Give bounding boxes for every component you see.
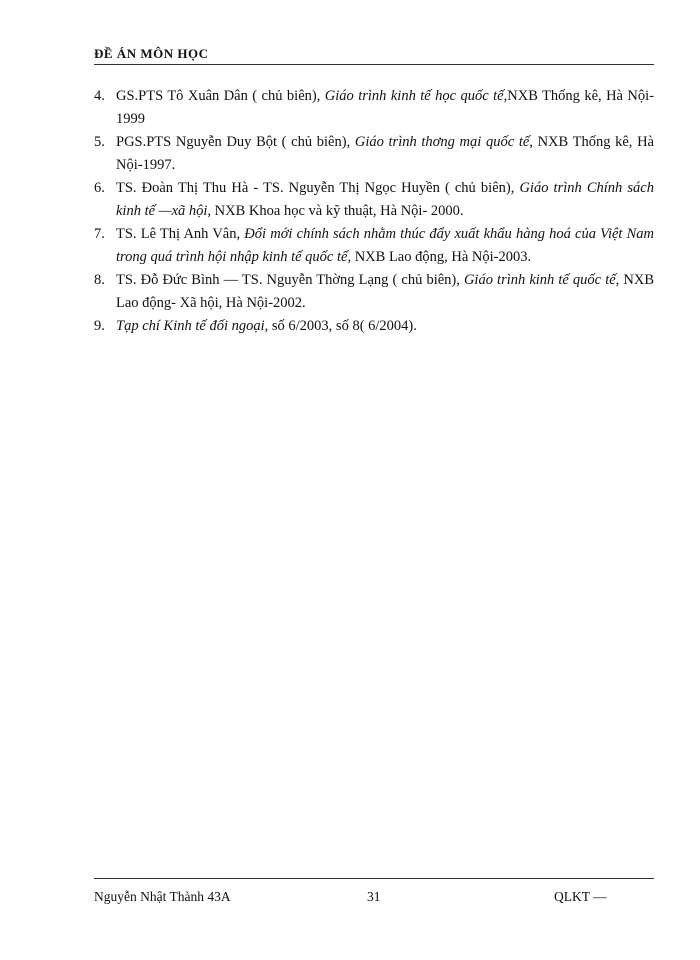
reference-number: 6. xyxy=(94,180,105,196)
reference-authors: TS. Lê Thị Anh Vân, xyxy=(116,226,245,242)
reference-publisher: NXB Thống kê, Hà Nội-1997. xyxy=(116,134,654,173)
reference-publisher: NXB Lao động, Hà Nội-2003. xyxy=(351,249,532,265)
reference-list xyxy=(94,85,654,338)
reference-publisher: số 6/2003, số 8( 6/2004). xyxy=(268,318,417,334)
reference-authors: PGS.PTS Nguyễn Duy Bột ( chủ biên), xyxy=(116,134,355,150)
reference-number: 7. xyxy=(94,226,105,242)
reference-item xyxy=(94,177,654,223)
reference-publisher: NXB Thống kê, Hà Nội-1999 xyxy=(116,88,654,127)
reference-title: Đổi mới chính sách nhằm thúc đẩy xuất khẩu hàng hoá của Việt Nam trong quá trình hội nhập kinh tế quốc tế, xyxy=(116,226,655,265)
reference-number: 9. xyxy=(94,318,105,334)
reference-item xyxy=(94,223,654,269)
reference-title: Tạp chí Kinh tế đối ngoại, xyxy=(116,318,269,334)
reference-publisher: NXB Khoa học và kỹ thuật, Hà Nội- 2000. xyxy=(211,203,464,219)
reference-publisher: NXB Lao động- Xã hội, Hà Nội-2002. xyxy=(116,272,654,311)
reference-authors: GS.PTS Tô Xuân Dân ( chủ biên), xyxy=(116,88,325,104)
reference-title: Giáo trình kinh tế quốc tế, xyxy=(463,272,620,288)
reference-number: 4. xyxy=(94,88,105,104)
reference-item xyxy=(94,269,654,315)
reference-item xyxy=(94,131,654,177)
reference-item xyxy=(94,315,654,338)
page-number: 31 xyxy=(367,889,381,904)
reference-title: Giáo trình thơng mại quốc tế, xyxy=(354,134,533,150)
reference-title: Giáo trình kinh tế học quốc tế, xyxy=(324,88,508,104)
reference-item xyxy=(94,85,654,131)
page-footer xyxy=(94,878,654,929)
page-header xyxy=(94,44,654,65)
header-title: ĐỀ ÁN MÔN HỌC xyxy=(94,46,209,61)
reference-number: 8. xyxy=(94,272,105,288)
reference-number: 5. xyxy=(94,134,105,150)
footer-author: Nguyễn Nhật Thành 43A xyxy=(94,889,231,904)
footer-class-code: QLKT — xyxy=(554,889,607,904)
reference-authors: TS. Đỗ Đức Bình — TS. Nguyễn Thờng Lạng ( chủ biên), xyxy=(116,272,464,288)
reference-authors: TS. Đoàn Thị Thu Hà - TS. Nguyễn Thị Ngọc Huyền ( chủ biên), xyxy=(116,180,520,196)
reference-title: Giáo trình Chính sách kinh tế —xã hội, xyxy=(116,180,654,219)
